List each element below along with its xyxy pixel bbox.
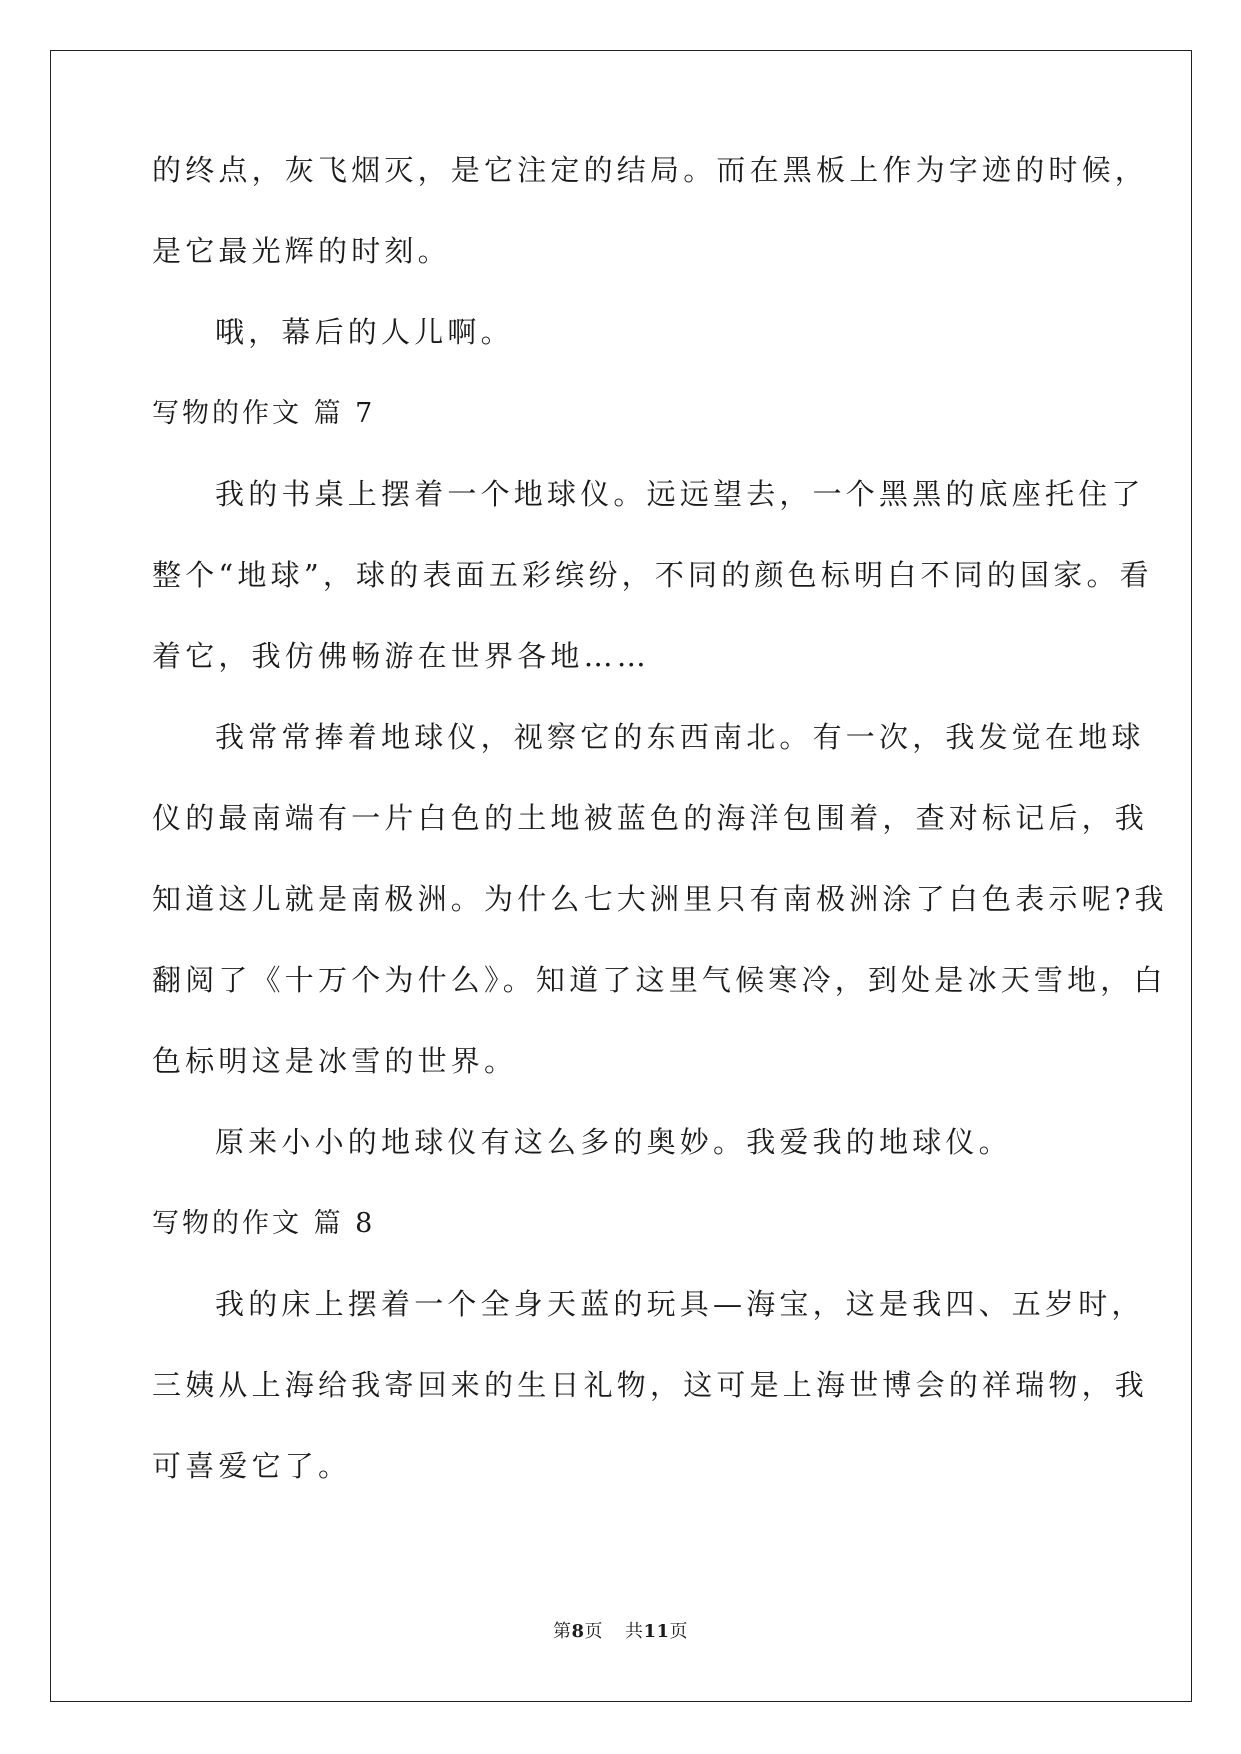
paragraph-line: 可喜爱它了。 (152, 1449, 352, 1483)
footer-total-prefix: 共 (624, 1621, 644, 1642)
paragraph-line: 知道这儿就是南极洲。为什么七大洲里只有南极洲涂了白色表示呢?我 (152, 882, 1168, 916)
paragraph-line: 原来小小的地球仪有这么多的奥妙。我爱我的地球仪。 (215, 1125, 1012, 1159)
paragraph-line: 三姨从上海给我寄回来的生日礼物，这可是上海世博会的祥瑞物，我 (152, 1368, 1149, 1402)
footer-total-number: 11 (643, 1621, 670, 1642)
footer-page-prefix: 第 (552, 1621, 572, 1642)
paragraph-line: 我的床上摆着一个全身天蓝的玩具—海宝，这是我四、五岁时， (215, 1287, 1145, 1321)
section-heading: 写物的作文 篇 7 (152, 398, 376, 429)
paragraph-line: 翻阅了《十万个为什么》。知道了这里气候寒冷，到处是冰天雪地，白 (152, 963, 1167, 997)
paragraph-line: 我常常捧着地球仪，视察它的东西南北。有一次，我发觉在地球 (215, 720, 1145, 754)
page-footer (0, 1617, 1241, 1643)
document-body (152, 130, 1168, 1507)
paragraph-line: 整个“地球”，球的表面五彩缤纷，不同的颜色标明白不同的国家。看 (152, 558, 1153, 592)
paragraph-line: 我的书桌上摆着一个地球仪。远远望去，一个黑黑的底座托住了 (215, 477, 1145, 511)
footer-total-suffix: 页 (669, 1621, 689, 1642)
paragraph-line: 仪的最南端有一片白色的土地被蓝色的海洋包围着，查对标记后，我 (152, 801, 1149, 835)
paragraph-line: 色标明这是冰雪的世界。 (152, 1044, 518, 1078)
section-heading: 写物的作文 篇 8 (152, 1208, 376, 1239)
paragraph-line: 的终点，灰飞烟灭，是它注定的结局。而在黑板上作为字迹的时候， (152, 153, 1149, 187)
paragraph-line: 着它，我仿佛畅游在世界各地…… (152, 639, 651, 673)
paragraph-line: 是它最光辉的时刻。 (152, 234, 451, 268)
paragraph-line: 哦，幕后的人儿啊。 (215, 315, 514, 349)
footer-page-suffix: 页 (584, 1621, 603, 1642)
footer-page-number: 8 (571, 1621, 585, 1642)
